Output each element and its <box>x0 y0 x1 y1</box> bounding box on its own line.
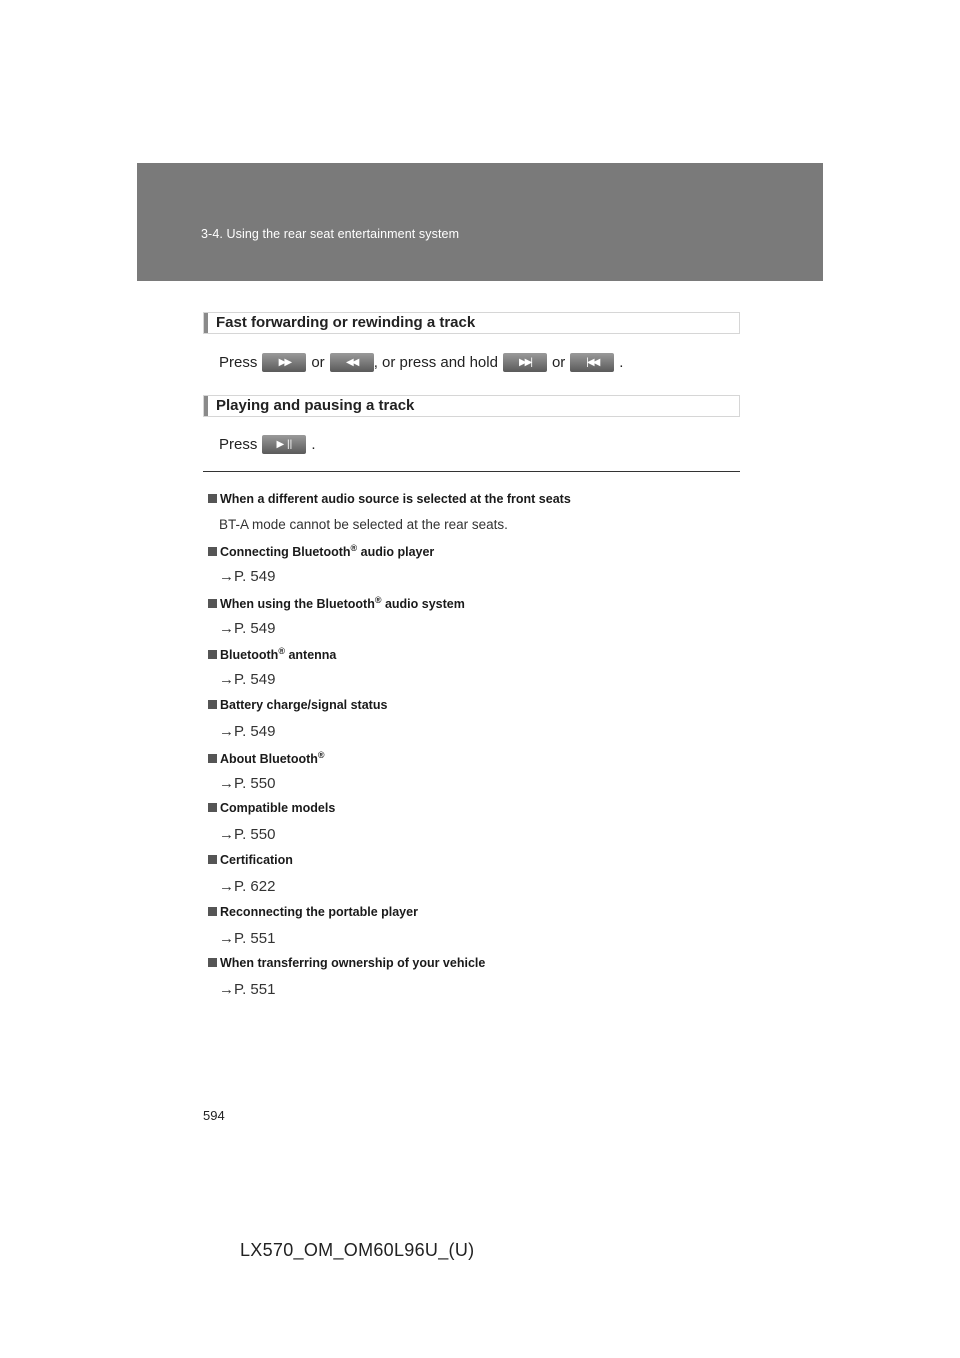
section-title: Playing and pausing a track <box>216 397 415 414</box>
page-reference: →P. 550 <box>219 775 276 792</box>
or-text: or <box>311 354 325 371</box>
note-title: When using the Bluetooth® audio system <box>208 595 465 611</box>
page-reference: →P. 551 <box>219 981 276 998</box>
note-title: About Bluetooth® <box>208 750 325 766</box>
breadcrumb: 3-4. Using the rear seat entertainment system <box>201 227 460 241</box>
page-reference: →P. 622 <box>219 878 276 895</box>
bullet-square-icon <box>208 700 217 709</box>
page-reference: →P. 549 <box>219 671 276 688</box>
bullet-square-icon <box>208 650 217 659</box>
note-title: Compatible models <box>208 801 335 815</box>
bullet-square-icon <box>208 599 217 608</box>
instruction-play-pause <box>219 435 316 454</box>
divider <box>203 471 740 472</box>
period-text: . <box>311 436 316 453</box>
bullet-square-icon <box>208 907 217 916</box>
note-title: Reconnecting the portable player <box>208 905 418 919</box>
page-reference: →P. 549 <box>219 620 276 637</box>
or-text: or <box>551 354 566 371</box>
page-reference: →P. 550 <box>219 826 276 843</box>
bullet-square-icon <box>208 754 217 763</box>
section-heading-play-pause <box>203 395 740 417</box>
note-title: Bluetooth® antenna <box>208 646 336 662</box>
skip-previous-icon: |◀◀ <box>570 353 614 372</box>
bullet-square-icon <box>208 958 217 967</box>
note-title: When a different audio source is selected at the front seats <box>208 492 571 506</box>
instruction-fast-forward <box>219 353 623 372</box>
rewind-icon: ◀◀ <box>330 353 374 372</box>
bullet-square-icon <box>208 803 217 812</box>
footer-code: LX570_OM_OM60L96U_(U) <box>240 1240 475 1260</box>
press-hold-text: , or press and hold <box>373 354 498 371</box>
page-reference: →P. 551 <box>219 930 276 947</box>
press-text: Press <box>219 436 258 453</box>
header-band <box>137 163 823 281</box>
note-title: Connecting Bluetooth® audio player <box>208 543 434 559</box>
section-title: Fast forwarding or rewinding a track <box>216 314 476 331</box>
play-pause-icon: ▶ || <box>262 435 306 454</box>
note-title: When transferring ownership of your vehicle <box>208 956 485 970</box>
section-heading-fast-forward <box>203 312 740 334</box>
bullet-square-icon <box>208 547 217 556</box>
bullet-square-icon <box>208 855 217 864</box>
page-reference: →P. 549 <box>219 723 276 740</box>
page-number: 594 <box>203 1108 225 1123</box>
press-text: Press <box>219 354 258 371</box>
fast-forward-icon: ▶▶ <box>262 353 306 372</box>
period-text: . <box>619 354 624 371</box>
note-body: BT-A mode cannot be selected at the rear seats. <box>219 517 508 532</box>
skip-next-icon: ▶▶| <box>503 353 547 372</box>
note-title: Battery charge/signal status <box>208 698 387 712</box>
bullet-square-icon <box>208 494 217 503</box>
note-title: Certification <box>208 853 293 867</box>
page-reference: →P. 549 <box>219 568 276 585</box>
